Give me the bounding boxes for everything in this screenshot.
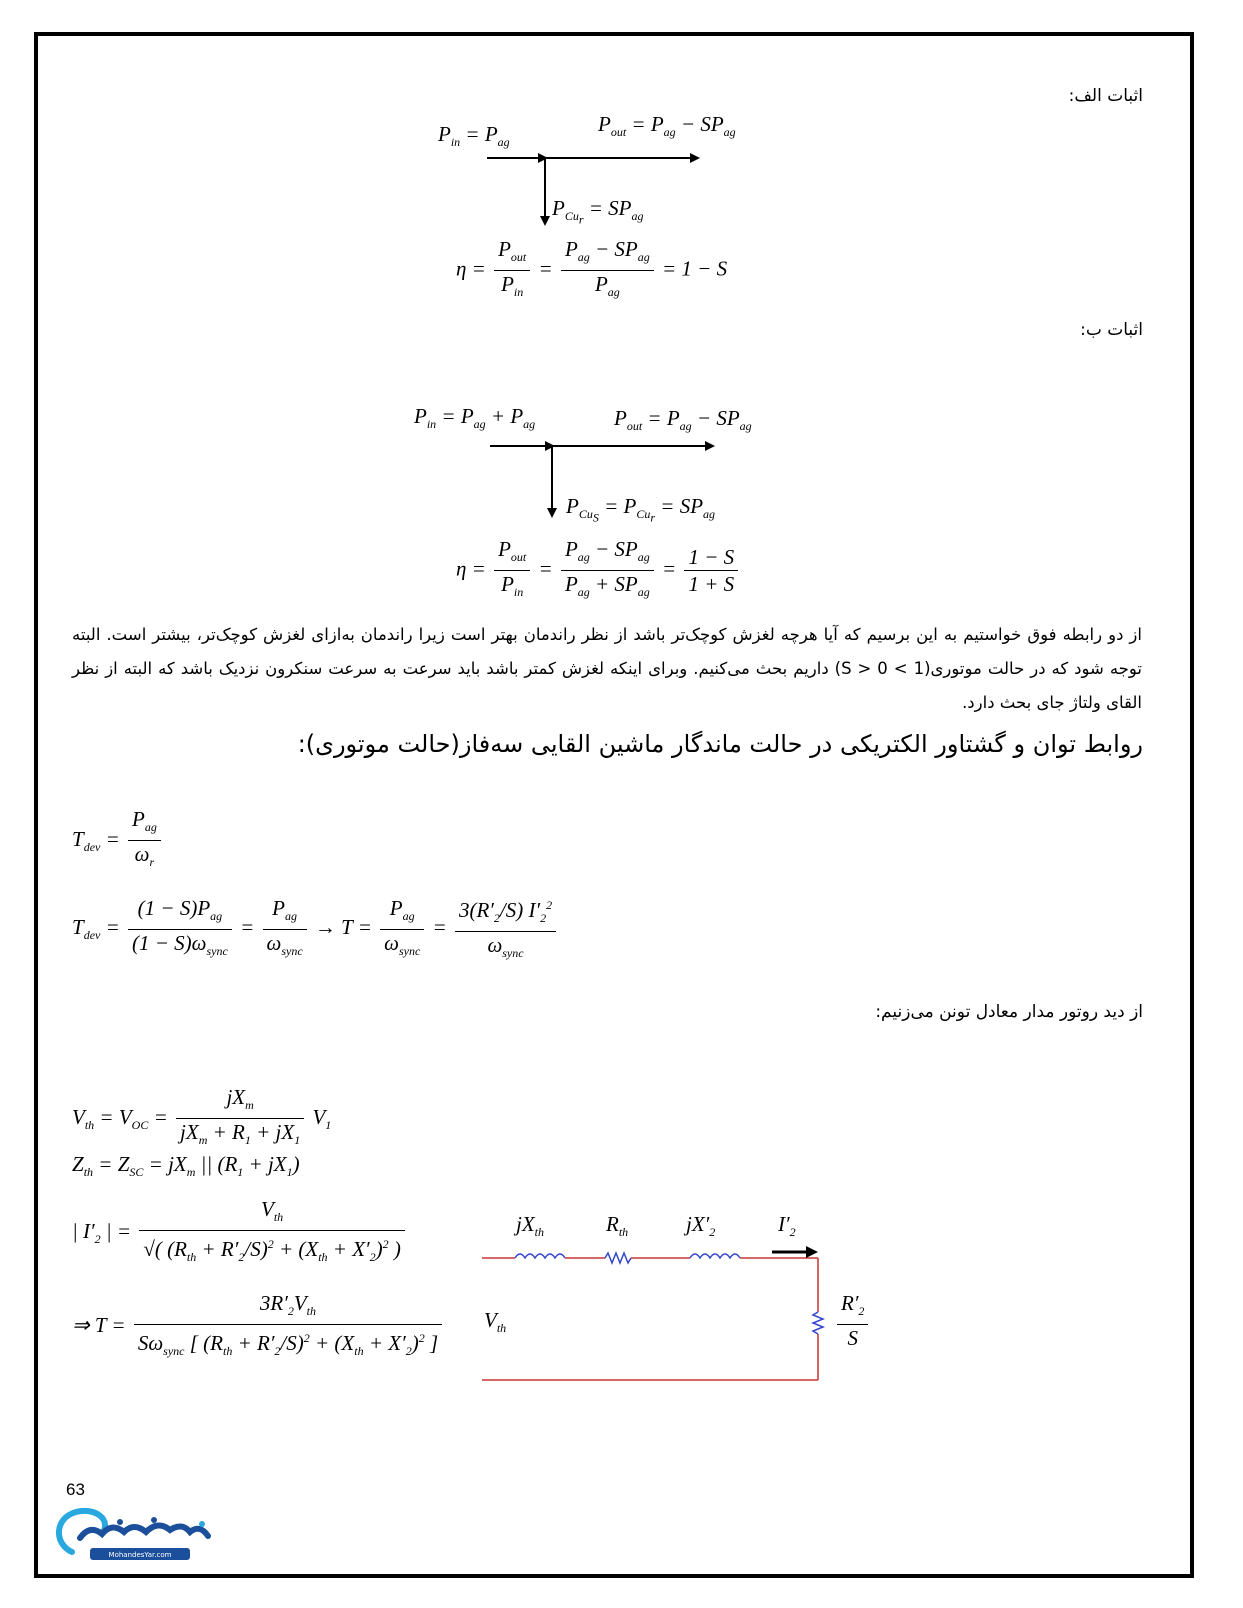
- torque-equation-1: $T_{dev}$ = $\frac{P_{ag}}{\omega_r}$: [72, 806, 164, 875]
- circuit-label-rth: $R_{th}$: [606, 1212, 629, 1240]
- fraction: $\frac{P_{ag}}{\omega_{sync}}$: [263, 895, 307, 964]
- circuit-label-vth: $V_{th}$: [484, 1308, 507, 1336]
- section-a-pin: $P_{in} = P_{ag}$: [438, 122, 510, 150]
- inductor-jx2: [690, 1254, 740, 1258]
- section-b-label: اثبات ب:: [1080, 320, 1143, 340]
- vth-equation: $V_{th} = V_{OC}$ = $\frac{jX_m}{jX_m + R_1 + jX_1}$ $V_1$: [72, 1084, 331, 1153]
- section-a-pout: $P_{out} = P_{ag} - SP_{ag}$: [598, 112, 736, 140]
- eta-symbol: η =: [456, 256, 486, 281]
- section-b-pin: $P_{in} = P_{ag} + P_{ag}$: [414, 404, 536, 432]
- fraction: $\frac{1 - S}{1 + S}$: [684, 544, 738, 597]
- fraction: $\frac{3(R'_2/S) I'_2^2}{\omega_{sync}}$: [455, 892, 556, 966]
- inductor-jxth: [515, 1254, 565, 1258]
- section-heading: روابط توان و گشتاور الکتریکی در حالت ماندگار ماشین القایی سه‌فاز(حالت موتوری):: [297, 730, 1143, 758]
- fraction: $\frac{P_{out}}{P_{in}}$: [494, 236, 530, 305]
- fraction: $\frac{V_{th}}{√( (R_{th} + R'_2/S)^2 + (X_{th} + X'_2)^2 )}$: [139, 1196, 405, 1270]
- section-b-efficiency-equation: η = $\frac{P_{out}}{P_{in}}$ = $\frac{P_{ag} - SP_{ag}}{P_{ag} + SP_{ag}}$ = $\frac{1 - S}{1 + S}$: [456, 536, 741, 605]
- svg-text:MohandesYar.com: MohandesYar.com: [108, 1551, 172, 1559]
- fraction: $\frac{P_{ag}}{\omega_r}$: [128, 806, 161, 875]
- fraction: $\frac{3R'_2V_{th}}{S\omega_{sync} [ (R_{th} + R'_2/S)^2 + (X_{th} + X'_2)^2 ]}$: [134, 1290, 442, 1364]
- section-a-pcu: $P_{Cu_r} = SP_{ag}$: [552, 196, 644, 227]
- page-number: 63: [66, 1480, 85, 1499]
- circuit-label-i2: $I'_2$: [778, 1212, 796, 1240]
- torque-result-equation: ⇒ T = $\frac{3R'_2V_{th}}{S\omega_{sync} [ (R_{th} + R'_2/S)^2 + (X_{th} + X'_2)^2 ]}$: [72, 1290, 445, 1364]
- circuit-label-r2-over-s: [834, 1290, 871, 1351]
- resistor-rth: [605, 1253, 631, 1263]
- fraction: $\frac{P_{out}}{P_{in}}$: [494, 536, 530, 605]
- torque-equation-2: $T_{dev}$ = $\frac{(1 - S)P_{ag}}{(1 - S)\omega_{sync}}$ = $\frac{P_{ag}}{\omega_{sync}}$ → T = $\frac{P_{ag}}{\omega_{sync}}$ = $\frac{3(R'_2/S) I'_2^2}{\omega_{sync}}$: [72, 892, 559, 966]
- fraction: $\frac{P_{ag}}{\omega_{sync}}$: [380, 895, 424, 964]
- circuit-label-jx2: $jX'_2$: [686, 1212, 716, 1240]
- section-a-label: اثبات الف:: [1068, 86, 1143, 106]
- fraction: $\frac{(1 - S)P_{ag}}{(1 - S)\omega_{sync}}$: [128, 895, 232, 964]
- section-a-efficiency-equation: η = $\frac{P_{out}}{P_{in}}$ = $\frac{P_{ag} - SP_{ag}}{P_{ag}}$ = 1 − S: [456, 236, 727, 305]
- fraction: $\frac{P_{ag} - SP_{ag}}{P_{ag} + SP_{ag}}$: [561, 536, 654, 605]
- resistor-load: [813, 1312, 823, 1334]
- fraction: $\frac{jX_m}{jX_m + R_1 + jX_1}$: [176, 1084, 304, 1153]
- zth-equation: $Z_{th} = Z_{SC} = jX_m$ || $(R_1 + jX_1)$: [72, 1152, 300, 1180]
- circuit-label-jxth: $jX_{th}$: [516, 1212, 545, 1240]
- fraction: $\frac{R'_2}{S}$: [837, 1290, 868, 1351]
- fraction: $\frac{P_{ag} - SP_{ag}}{P_{ag}}$: [561, 236, 654, 305]
- mohandesyar-logo: [50, 1504, 240, 1564]
- section-b-pout: $P_{out} = P_{ag} - SP_{ag}$: [614, 406, 752, 434]
- current-equation: | $I'_2$ | = $\frac{V_{th}}{√( (R_{th} + R'_2/S)^2 + (X_{th} + X'_2)^2 )}$: [72, 1196, 408, 1270]
- section-b-pcu: $P_{Cu_S} = P_{Cu_r} = SP_{ag}$: [566, 494, 716, 525]
- explanation-paragraph: از دو رابطه فوق خواستیم به این برسیم که آیا هرچه لغزش کوچک‌تر باشد از نظر راندمان بهتر است زیرا راندمان به‌ازای لغزش کوچک‌تر، بیشتر است. البته توجه شود که در حالت موتوری(1 > S > 0) داریم بحث می‌کنیم. وبرای اینکه لغزش کمتر باشد باید سرعت به سرعت سنکرون نزدیک باشد که البته از نظر القای ولتاژ جای بحث دارد.: [72, 625, 1142, 712]
- thevenin-label: از دید روتور مدار معادل تونن می‌زنیم:: [875, 1002, 1143, 1022]
